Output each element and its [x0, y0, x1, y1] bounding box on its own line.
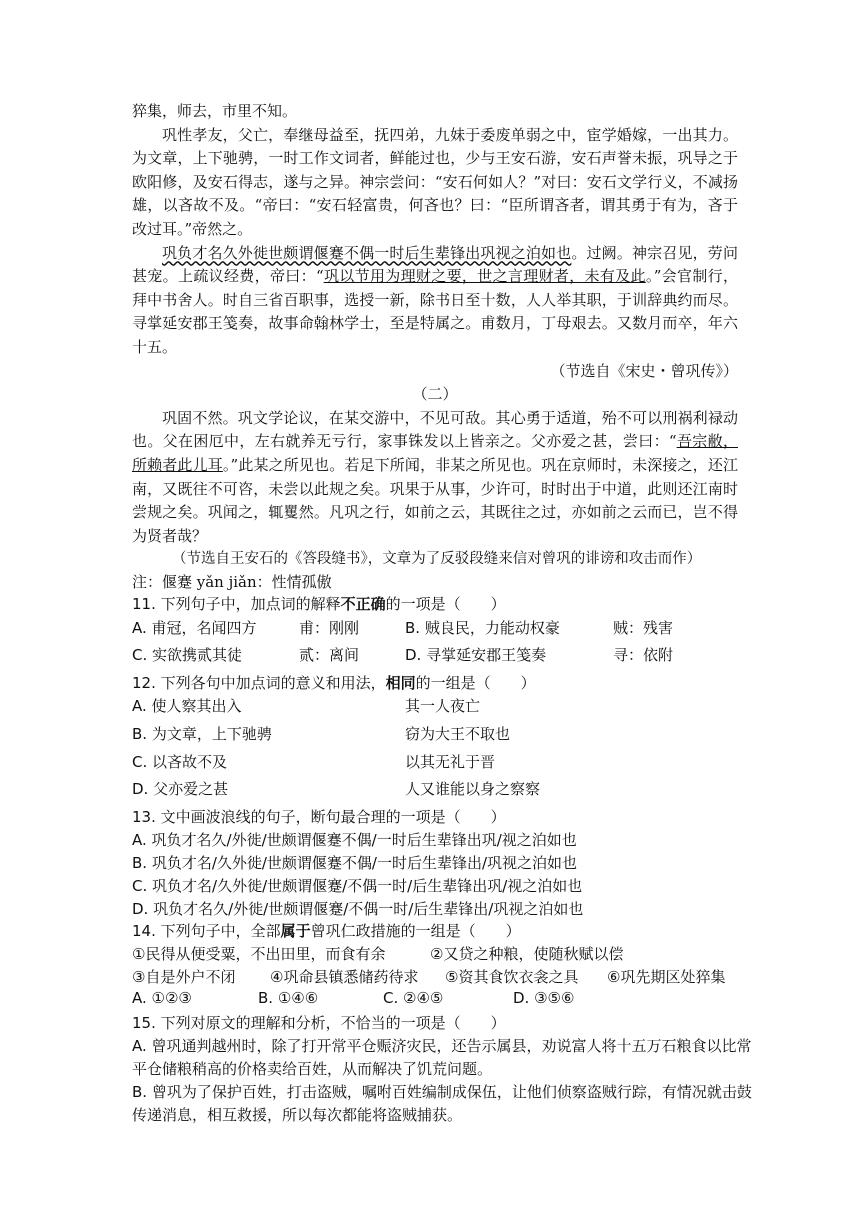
option-b-definition: 贼：残害	[613, 619, 674, 637]
question-14-stem	[132, 920, 521, 941]
option-a-definition: 甫：刚刚	[299, 619, 360, 637]
stem-text: 14. 下列句子中，全部	[132, 922, 281, 940]
item-5: ⑤资其食饮衣衾之具	[445, 968, 579, 986]
option-b-right: 窃为大王不取也	[405, 725, 511, 743]
option-a-right: 其一人夜亡	[405, 697, 481, 715]
item-4: ④巩命县镇悉储药待求	[270, 968, 419, 986]
option-c: C. 巩负才名/久外徙/世颇谓偃蹇/不偶一时/后生辈锋出巩/视之泊如也	[132, 877, 583, 895]
option-b: B. 曾巩为了保护百姓，打击盗贼，嘱咐百姓编制成保伍，让他们侦察盗贼行踪，有情况就击鼓传递消息，相互救援，所以每次都能将盗贼捕获。	[132, 1083, 752, 1124]
item-2: ②又贷之种粮，使随秋赋以偿	[430, 945, 624, 963]
passage-text: 。”会官制行，拜中书舍人。时自三省百职事，选授一新，除书日至十数，人人举其职，于训辞典约而尽。寻掌延安郡王笺奏，故事命翰林学士，至是特属之。甫数月，丁母艰去。又数月而卒，年六十五。	[132, 267, 738, 356]
option-c-right: 以其无礼于晋	[405, 753, 496, 771]
section-heading: （二）	[412, 385, 458, 404]
passage-line: 猝集，师去，市里不知。	[132, 102, 298, 120]
passage-paragraph	[132, 242, 738, 360]
option-b: B. 巩负才名/久外徙/世颇谓偃蹇不偶/一时后生辈锋出/巩视之泊如也	[132, 854, 578, 872]
option-b: B. 贼良民，力能动权豪	[405, 619, 560, 637]
passage-text: 巩固不然。巩文学论议，在某交游中，不见可敌。其心勇于适道，殆不可以刑祸利禄动也。父在困厄中，左右就养无亏行，家事铢发以上皆亲之。父亦爱之甚，尝曰：“	[132, 408, 738, 451]
stem-emphasis: 不正确	[340, 595, 386, 613]
option-d: D. ③⑤⑥	[513, 989, 575, 1007]
stem-emphasis: 属于	[280, 922, 311, 940]
stem-text: 11. 下列句子中，加点词的解释	[132, 595, 341, 613]
option-d-definition: 寻：依附	[613, 646, 674, 664]
footnote: 注：偃蹇 yǎn jiǎn：性情孤傲	[132, 573, 332, 592]
question-15-stem: 15. 下列对原文的理解和分析，不恰当的一项是（ ）	[132, 1014, 506, 1032]
item-3: ③自是外户不闭	[132, 968, 236, 986]
option-d: D. 巩负才名久/外徙/世颇谓偃蹇/不偶一时/后生辈锋出/巩视之泊如也	[132, 900, 584, 918]
option-c: C. 实欲携贰其徒	[132, 646, 243, 664]
passage-paragraph	[132, 407, 738, 549]
option-c: C. ②④⑤	[383, 989, 444, 1007]
option-a: A. 巩负才名久/外徙/世颇谓偃蹇不偶/一时后生辈锋出巩/视之泊如也	[132, 831, 577, 849]
passage-text: 。”此某之所见也。若足下所闻，非某之所见也。巩在京师时，未深接之，还江南，又既往不可咨，未尝以此规之矣。巩果于从事，少许可，时时出于中道，此则还江南时尝规之矣。巩闻之，辄矍然。凡巩之行，如前之云，其既往之过，亦如前之云而已，岂不得为贤者哉？	[132, 455, 738, 545]
option-a-left: A. 使人察其出入	[132, 697, 242, 715]
underlined-sentence: 吾宗敝，所赖者此儿耳	[132, 432, 738, 474]
stem-text: 的一组是（ ）	[415, 674, 536, 692]
option-b-left: B. 为文章，上下驰骋	[132, 725, 272, 743]
question-11-stem	[132, 593, 506, 614]
question-12-stem	[132, 672, 536, 693]
passage-one	[132, 100, 738, 595]
stem-text: 的一项是（ ）	[385, 595, 506, 613]
stem-text: 12. 下列各句中加点词的意义和用法，	[132, 674, 386, 692]
option-c-definition: 贰：离间	[299, 646, 360, 664]
option-a: A. 曾巩通判越州时，除了打开常平仓赈济灾民，还告示属县，劝说富人将十五万石粮食以比常平仓储粮稍高的价格卖给百姓，从而解决了饥荒问题。	[132, 1037, 752, 1078]
stem-emphasis: 相同	[385, 674, 416, 692]
item-6: ⑥巩先期区处猝集	[607, 968, 726, 986]
option-d-right: 人又谁能以身之察察	[405, 780, 541, 798]
underlined-sentence: 巩以节用为理财之要，世之言理财者，未有及此	[323, 267, 646, 286]
option-b: B. ①④⑥	[258, 989, 319, 1007]
source-citation: （节选自王安石的《答段缝书》，文章为了反驳段缝来信对曾巩的诽谤和攻击而作）	[172, 551, 702, 568]
option-c-left: C. 以吝故不及	[132, 753, 228, 771]
option-d-left: D. 父亦爱之甚	[132, 780, 229, 798]
option-a: A. 甫冠，名闻四方	[132, 619, 257, 637]
wavy-underlined-sentence: 巩负才名久外徙世颇谓偃蹇不偶一时后生辈锋出巩视之泊如也	[162, 243, 572, 262]
option-d: D. 寻掌延安郡王笺奏	[405, 646, 547, 664]
passage-paragraph: 巩性孝友，父亡，奉继母益至，抚四弟，九妹于委废单弱之中，宦学婚嫁，一出其力。为文章，上下驰骋，一时工作文词者，鲜能过也，少与王安石游，安石声誉未振，巩导之于欧阳修，及安石得志，遂与之异。神宗尝问：“安石何如人？”对曰：安石文学行义，不减扬雄，以吝故不及。“帝曰：“安石轻富贵，何吝也？曰：“臣所谓吝者，谓其勇于有为，吝于改过耳。”帝然之。	[132, 125, 738, 238]
item-1: ①民得从便受粟，不出田里，而食有余	[132, 945, 386, 963]
stem-text: 曾巩仁政措施的一组是（ ）	[310, 922, 521, 940]
question-13-stem: 13. 文中画波浪线的句子，断句最合理的一项是（ ）	[132, 808, 506, 826]
option-a: A. ①②③	[132, 989, 192, 1007]
passage-text: 。过阙。神宗召见，劳问甚宠。上疏议经费，帝曰：“	[132, 243, 738, 286]
source-citation: （节选自《宋史・曾巩传》）	[550, 361, 738, 380]
